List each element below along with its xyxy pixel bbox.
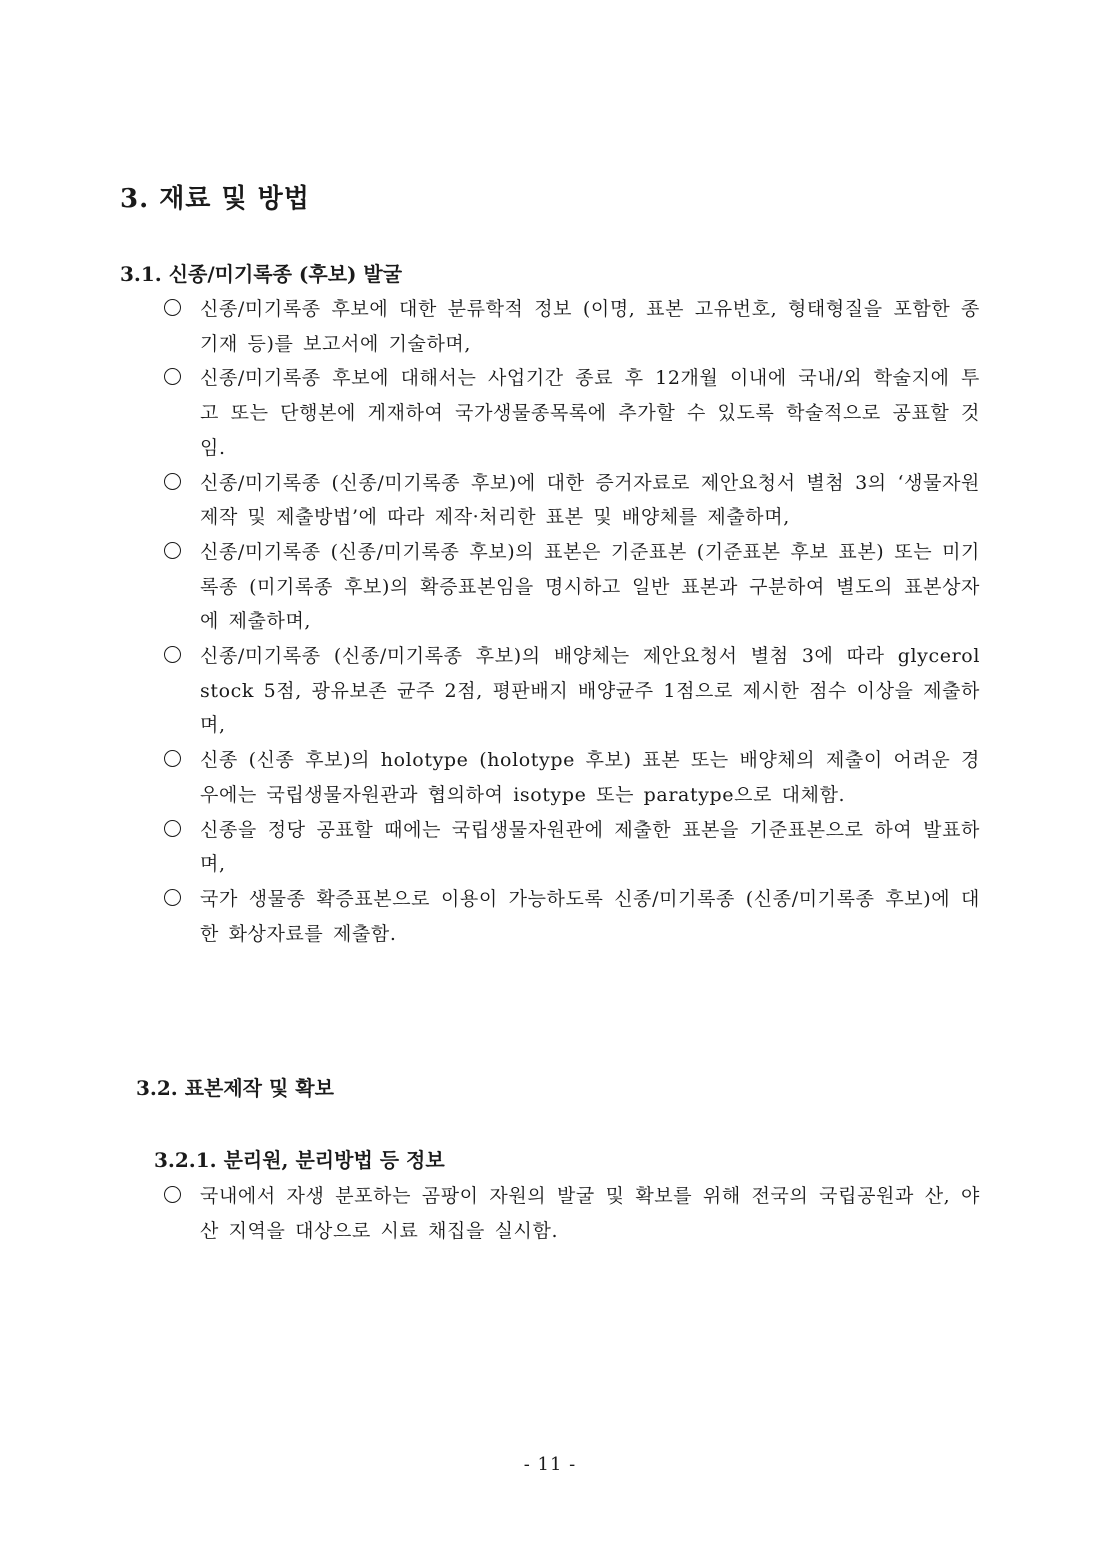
circle-bullet-icon (164, 542, 181, 559)
section-title: 3. 재료 및 방법 (120, 184, 310, 214)
list-item-text: 신종/미기록종 후보에 대한 분류학적 정보 (이명, 표본 고유번호, 형태형질을 포함한 종기재 등)를 보고서에 기술하며, (200, 298, 980, 355)
circle-bullet-icon (164, 820, 181, 837)
list-item-text: 국내에서 자생 분포하는 곰팡이 자원의 발굴 및 확보를 위해 전국의 국립공원과 산, 야산 지역을 대상으로 시료 채집을 실시함. (200, 1185, 980, 1242)
list-item-text: 신종/미기록종 (신종/미기록종 후보)의 표본은 기준표본 (기준표본 후보 표본) 또는 미기록종 (미기록종 후보)의 확증표본임을 명시하고 일반 표본과 구분하여 별도의 표본상자에 제출하며, (200, 540, 980, 633)
circle-bullet-icon (164, 368, 181, 385)
list-item-text: 신종 (신종 후보)의 holotype (holotype 후보) 표본 또는 배양체의 제출이 어려운 경우에는 국립생물자원관과 협의하여 isotype 또는 paratype으로 대체함. (200, 749, 980, 806)
page-number: - 11 - (523, 1454, 577, 1475)
list-item (160, 292, 980, 361)
circle-bullet-icon (164, 473, 181, 490)
list-item (160, 813, 980, 882)
list-item (160, 466, 980, 535)
circle-bullet-icon (164, 646, 181, 663)
subsection-3-1-list (160, 292, 980, 951)
list-item-text: 신종/미기록종 (신종/미기록종 후보)에 대한 증거자료로 제안요청서 별첨 3의 ‘생물자원 제작 및 제출방법’에 따라 제작·처리한 표본 및 배양체를 제출하며, (200, 471, 980, 529)
list-item-text: 신종을 정당 공표할 때에는 국립생물자원관에 제출한 표본을 기준표본으로 하여 발표하며, (200, 818, 980, 876)
list-item (160, 882, 980, 951)
subsection-3-2-1-list (160, 1179, 980, 1248)
circle-bullet-icon (164, 750, 181, 767)
subsection-title-3-2-1: 3.2.1. 분리원, 분리방법 등 정보 (154, 1148, 445, 1172)
list-item (160, 1179, 980, 1248)
list-item (160, 535, 980, 639)
list-item-text: 신종/미기록종 (신종/미기록종 후보)의 배양체는 제안요청서 별첨 3에 따라 glycerol stock 5점, 광유보존 균주 2점, 평판배지 배양균주 1점으로 제시한 점수 이상을 제출하며, (200, 645, 980, 737)
list-item-text: 신종/미기록종 후보에 대해서는 사업기간 종료 후 12개월 이내에 국내/외 학술지에 투고 또는 단행본에 게재하여 국가생물종목록에 추가할 수 있도록 학술적으로 공표할 것 임. (200, 367, 980, 459)
list-item (160, 639, 980, 743)
subsection-title-3-1: 3.1. 신종/미기록종 (후보) 발굴 (120, 262, 403, 286)
list-item-text: 국가 생물종 확증표본으로 이용이 가능하도록 신종/미기록종 (신종/미기록종 후보)에 대한 화상자료를 제출함. (200, 887, 980, 945)
list-item (160, 361, 980, 465)
subsection-title-3-2: 3.2. 표본제작 및 확보 (136, 1076, 334, 1100)
circle-bullet-icon (164, 1186, 181, 1203)
list-item (160, 743, 980, 812)
circle-bullet-icon (164, 889, 181, 906)
circle-bullet-icon (164, 299, 181, 316)
